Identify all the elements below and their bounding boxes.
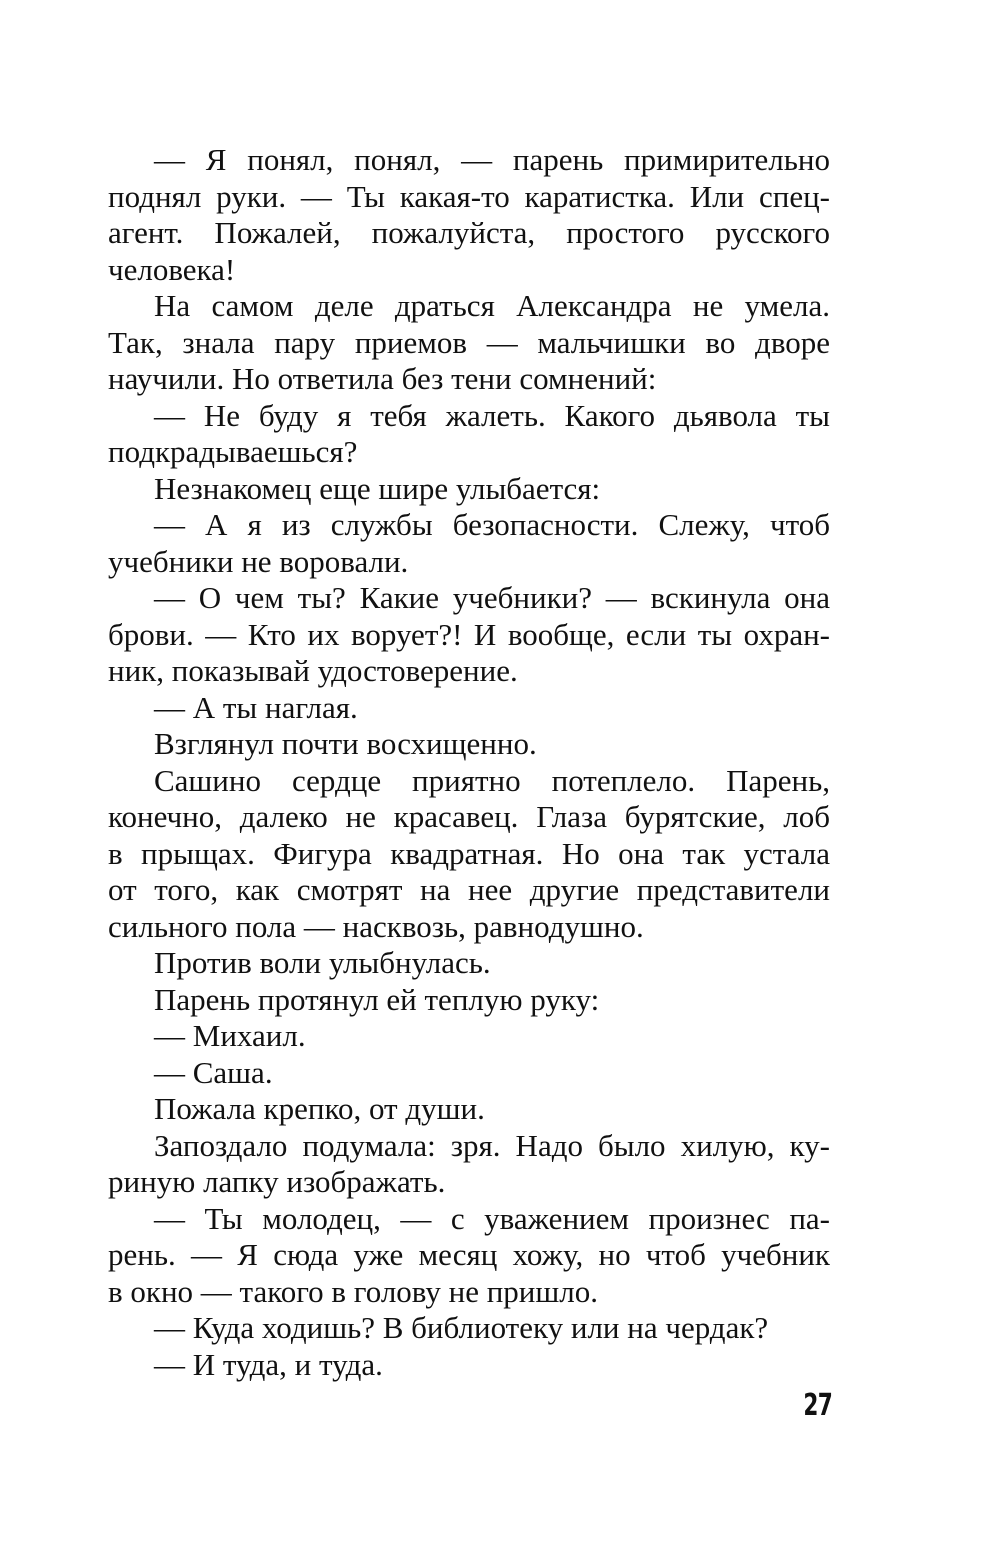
text-line: Парень протянул ей теплую руку: [154, 981, 600, 1017]
text-line: брови. — Кто их ворует?! И вообще, если ты охран- [108, 616, 830, 652]
text-line: человека! [108, 251, 236, 287]
text-line: от того, как смотрят на нее другие представители [108, 872, 830, 907]
text-line: — О чем ты? Какие учебники? — вскинула она [154, 580, 830, 615]
text-line: — И туда, и туда. [154, 1346, 383, 1382]
text-line: подкрадываешься? [108, 434, 358, 469]
text-line: конечно, далеко не красавец. Глаза бурятские, лоб [108, 799, 830, 834]
text-line: риную лапку изображать. [108, 1164, 446, 1199]
text-line: — Я понял, понял, — парень примирительно [154, 142, 830, 177]
text-line: — Саша. [154, 1054, 273, 1090]
text-line: — Куда ходишь? В библиотеку или на чердак? [154, 1310, 769, 1345]
text-line: Взглянул почти восхищенно. [154, 726, 537, 761]
text-line: — А я из службы безопасности. Слежу, чтоб [154, 507, 830, 542]
text-line: научили. Но ответила без тени сомнений: [108, 361, 657, 396]
text-line: На самом деле драться Александра не умела. [154, 288, 830, 323]
text-line: Незнакомец еще шире улыбается: [154, 470, 601, 506]
text-line: рень. — Я сюда уже месяц хожу, но чтоб учебник [108, 1237, 830, 1272]
text-line: — Михаил. [154, 1018, 306, 1053]
text-line: в окно — такого в голову не пришло. [108, 1273, 598, 1309]
text-line: поднял руки. — Ты какая-то каратистка. Или спец- [108, 178, 830, 214]
text-line: сильного пола — насквозь, равнодушно. [108, 908, 644, 944]
page-body [108, 142, 830, 1383]
text-line: Сашино сердце приятно потеплело. Парень, [154, 762, 830, 798]
text-line: Пожала крепко, от души. [154, 1091, 485, 1126]
text-line: учебники не воровали. [108, 543, 409, 579]
text-line: — А ты наглая. [154, 689, 358, 725]
text-line: — Не буду я тебя жалеть. Какого дьявола ты [154, 397, 830, 433]
text-line: — Ты молодец, — с уважением произнес па- [154, 1200, 830, 1236]
text-line: Так, знала пару приемов — мальчишки во дворе [108, 324, 830, 360]
text-line: в прыщах. Фигура квадратная. Но она так устала [108, 835, 830, 871]
text-line: Запоздало подумала: зря. Надо было хилую, ку- [154, 1127, 830, 1163]
text-line: Против воли улыбнулась. [154, 945, 491, 980]
text-line: ник, показывай удостоверение. [108, 653, 518, 688]
page-number: 27 [803, 1388, 832, 1423]
text-line: агент. Пожалей, пожалуйста, простого русского [108, 215, 830, 250]
